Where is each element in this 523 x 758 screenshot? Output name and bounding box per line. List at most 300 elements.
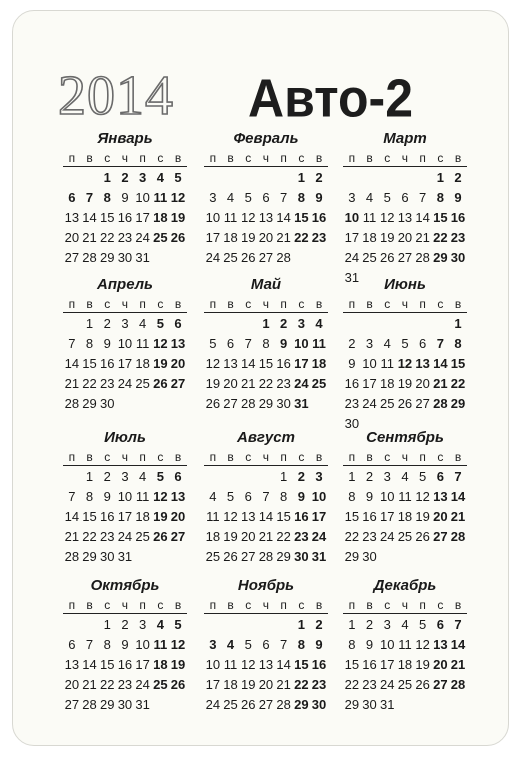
weekday-label: ч	[401, 297, 409, 311]
weekday-label: с	[298, 598, 305, 612]
day-cell: 22	[258, 376, 274, 391]
day-cell: 29	[344, 549, 360, 564]
day-cell: 28	[64, 396, 80, 411]
day-cell: 9	[365, 489, 374, 504]
day-cell: 18	[397, 657, 413, 672]
weekday-label: в	[227, 598, 234, 612]
day-cell: 3	[209, 637, 217, 652]
day-cell: 7	[68, 489, 76, 504]
day-cell: 13	[170, 336, 186, 351]
day-cell: 29	[100, 250, 115, 265]
day-cell: 23	[117, 677, 133, 692]
weekday-label: п	[348, 450, 356, 464]
day-cell: 2	[454, 170, 462, 185]
day-cell: 19	[415, 509, 430, 524]
weekday-label: с	[298, 151, 305, 165]
weekday-label: ч	[262, 450, 270, 464]
day-cell: 8	[297, 637, 305, 652]
month-block	[63, 130, 187, 265]
weekday-label: с	[245, 297, 252, 311]
day-cell: 10	[205, 210, 221, 225]
day-cell: 12	[170, 190, 186, 205]
day-cell: 4	[209, 489, 217, 504]
day-cell: 9	[103, 336, 111, 351]
day-cell: 23	[100, 376, 115, 391]
day-cell: 21	[433, 376, 448, 391]
month-name: Март	[383, 130, 427, 147]
day-cell: 9	[348, 356, 356, 371]
day-cell: 26	[170, 230, 186, 245]
day-cell: 22	[294, 230, 309, 245]
day-cell: 4	[401, 617, 409, 632]
day-cell: 7	[262, 489, 270, 504]
day-cell: 1	[103, 617, 111, 632]
day-cell: 4	[226, 190, 235, 205]
weekday-label: с	[104, 297, 111, 311]
weekday-label: в	[366, 450, 373, 464]
month-block	[63, 429, 187, 564]
day-cell: 29	[450, 396, 466, 411]
day-cell: 20	[64, 230, 80, 245]
day-cell: 11	[135, 489, 150, 504]
day-cell: 15	[100, 657, 115, 672]
day-cell: 3	[121, 316, 129, 331]
day-cell: 11	[135, 336, 150, 351]
day-cell: 15	[100, 210, 115, 225]
day-cell: 25	[135, 529, 150, 544]
day-cell: 4	[365, 190, 374, 205]
day-cell: 17	[117, 356, 133, 371]
weekday-label: п	[209, 151, 217, 165]
day-cell: 13	[170, 489, 186, 504]
year-title: 2014	[58, 65, 174, 127]
weekday-label: с	[437, 598, 444, 612]
day-cell: 14	[276, 657, 291, 672]
day-cell: 9	[315, 190, 323, 205]
day-cell: 14	[450, 637, 466, 652]
day-cell: 2	[315, 617, 323, 632]
day-cell: 26	[241, 250, 256, 265]
day-cell: 24	[380, 677, 395, 692]
day-cell: 15	[82, 509, 97, 524]
day-cell: 1	[85, 469, 94, 484]
day-cell: 19	[223, 529, 238, 544]
weekday-label: в	[227, 297, 234, 311]
day-cell: 31	[135, 250, 150, 265]
day-cell: 14	[433, 356, 448, 371]
day-cell: 31	[117, 549, 133, 564]
day-cell: 8	[454, 336, 462, 351]
day-cell: 9	[454, 190, 462, 205]
day-cell: 26	[397, 396, 413, 411]
day-cell: 6	[68, 637, 76, 652]
day-cell: 21	[276, 677, 291, 692]
day-cell: 20	[64, 677, 80, 692]
weekday-label: п	[280, 598, 287, 612]
day-cell: 6	[174, 469, 182, 484]
day-cell: 4	[156, 617, 164, 632]
day-cell: 22	[100, 677, 115, 692]
day-cell: 30	[294, 549, 309, 564]
day-cell: 12	[223, 509, 238, 524]
day-cell: 25	[362, 250, 377, 265]
day-cell: 1	[436, 170, 444, 185]
day-cell: 27	[170, 376, 186, 391]
month-name: Май	[250, 276, 282, 293]
day-cell: 18	[223, 230, 238, 245]
day-cell: 17	[362, 376, 377, 391]
day-cell: 29	[82, 396, 97, 411]
weekday-label: ч	[262, 598, 270, 612]
day-cell: 11	[380, 356, 394, 371]
day-cell: 22	[82, 376, 97, 391]
day-cell: 10	[135, 190, 150, 205]
day-cell: 19	[415, 657, 430, 672]
weekday-label: п	[68, 598, 76, 612]
day-cell: 2	[365, 617, 374, 632]
day-cell: 12	[153, 336, 168, 351]
weekday-label: п	[209, 297, 217, 311]
day-cell: 25	[397, 677, 413, 692]
day-cell: 17	[205, 230, 221, 245]
day-cell: 5	[419, 617, 427, 632]
month-name: Ноябрь	[237, 577, 295, 594]
day-cell: 17	[344, 230, 360, 245]
weekday-label: ч	[121, 151, 129, 165]
day-cell: 1	[262, 316, 270, 331]
day-cell: 3	[348, 190, 356, 205]
day-cell: 13	[258, 210, 274, 225]
weekday-label: п	[348, 151, 356, 165]
day-cell: 4	[139, 316, 147, 331]
day-cell: 18	[397, 509, 413, 524]
day-cell: 24	[362, 396, 377, 411]
day-cell: 9	[365, 637, 374, 652]
day-cell: 19	[380, 230, 395, 245]
day-cell: 12	[397, 356, 413, 371]
day-cell: 18	[205, 529, 221, 544]
day-cell: 20	[170, 356, 186, 371]
day-cell: 8	[103, 190, 111, 205]
day-cell: 7	[419, 190, 427, 205]
day-cell: 17	[380, 509, 395, 524]
weekday-label: ч	[121, 598, 129, 612]
day-cell: 2	[280, 316, 288, 331]
day-cell: 10	[117, 489, 133, 504]
day-cell: 26	[153, 376, 168, 391]
weekday-label: в	[315, 598, 323, 612]
day-cell: 24	[205, 697, 221, 712]
day-cell: 1	[103, 170, 111, 185]
day-cell: 8	[262, 336, 270, 351]
weekday-label: с	[104, 151, 111, 165]
day-cell: 23	[100, 529, 115, 544]
day-cell: 1	[348, 617, 356, 632]
day-cell: 13	[258, 657, 274, 672]
weekday-label: ч	[401, 151, 409, 165]
day-cell: 5	[244, 190, 252, 205]
weekday-label: п	[68, 297, 76, 311]
day-cell: 29	[344, 697, 360, 712]
day-cell: 5	[156, 316, 164, 331]
day-cell: 11	[223, 657, 238, 672]
weekday-label: в	[454, 598, 462, 612]
day-cell: 17	[294, 356, 309, 371]
day-cell: 15	[258, 356, 274, 371]
month-block	[343, 429, 467, 564]
day-cell: 6	[174, 316, 182, 331]
month-block	[204, 130, 328, 265]
day-cell: 27	[433, 677, 448, 692]
day-cell: 5	[244, 637, 252, 652]
day-cell: 18	[380, 376, 395, 391]
weekday-label: в	[174, 297, 182, 311]
day-cell: 8	[103, 637, 111, 652]
day-cell: 19	[170, 210, 186, 225]
weekday-header	[204, 597, 328, 614]
day-cell: 16	[276, 356, 291, 371]
day-cell: 7	[280, 637, 288, 652]
day-cell: 15	[344, 509, 360, 524]
day-cell: 24	[294, 376, 309, 391]
day-cell: 31	[380, 697, 395, 712]
weekday-label: в	[227, 151, 234, 165]
weekday-label: с	[298, 297, 305, 311]
day-cell: 8	[85, 489, 94, 504]
weekday-label: в	[454, 151, 462, 165]
day-cell: 2	[121, 617, 129, 632]
day-cell: 2	[103, 469, 111, 484]
month-block	[343, 577, 467, 712]
day-cell: 23	[362, 529, 377, 544]
day-cell: 24	[117, 529, 133, 544]
day-cell: 12	[205, 356, 221, 371]
day-cell: 21	[64, 376, 80, 391]
day-cell: 20	[258, 230, 274, 245]
day-cell: 15	[450, 356, 466, 371]
day-cell: 26	[415, 677, 430, 692]
day-cell: 13	[433, 637, 448, 652]
day-cell: 3	[139, 617, 147, 632]
day-cell: 27	[397, 250, 413, 265]
month-name: Январь	[97, 130, 153, 147]
day-cell: 30	[344, 416, 360, 431]
day-cell: 9	[315, 637, 323, 652]
day-cell: 13	[241, 509, 256, 524]
day-cell: 6	[262, 637, 270, 652]
day-cell: 28	[276, 697, 291, 712]
day-cell: 18	[153, 657, 168, 672]
month-block	[63, 276, 187, 411]
day-cell: 13	[64, 657, 80, 672]
day-cell: 5	[419, 469, 427, 484]
day-cell: 12	[241, 210, 256, 225]
day-cell: 24	[135, 230, 150, 245]
weekday-label: п	[139, 297, 146, 311]
weekday-header	[204, 449, 328, 466]
day-cell: 28	[450, 529, 466, 544]
weekday-label: в	[174, 598, 182, 612]
day-cell: 15	[276, 509, 291, 524]
weekday-label: с	[437, 297, 444, 311]
day-cell: 27	[258, 250, 274, 265]
weekday-label: п	[280, 151, 287, 165]
weekday-label: с	[384, 598, 391, 612]
weekday-label: п	[280, 450, 287, 464]
day-cell: 11	[153, 637, 168, 652]
weekday-label: с	[157, 151, 164, 165]
day-cell: 9	[280, 336, 288, 351]
day-cell: 13	[397, 210, 413, 225]
weekday-label: п	[280, 297, 287, 311]
weekday-label: п	[209, 598, 217, 612]
weekday-label: п	[209, 450, 217, 464]
day-cell: 5	[209, 336, 217, 351]
day-cell: 13	[223, 356, 238, 371]
day-cell: 1	[454, 316, 462, 331]
day-cell: 3	[315, 469, 323, 484]
day-cell: 24	[135, 677, 150, 692]
day-cell: 7	[244, 336, 252, 351]
day-cell: 16	[100, 356, 115, 371]
day-cell: 19	[241, 230, 256, 245]
day-cell: 6	[68, 190, 76, 205]
month-block	[343, 276, 467, 431]
weekday-label: с	[157, 450, 164, 464]
weekday-label: с	[104, 598, 111, 612]
day-cell: 7	[280, 190, 288, 205]
day-cell: 17	[135, 210, 150, 225]
day-cell: 21	[64, 529, 80, 544]
weekday-header	[343, 597, 467, 614]
day-cell: 12	[380, 210, 395, 225]
weekday-label: п	[419, 151, 426, 165]
day-cell: 15	[433, 210, 448, 225]
day-cell: 14	[64, 509, 80, 524]
weekday-label: в	[366, 598, 373, 612]
day-cell: 8	[348, 637, 356, 652]
day-cell: 3	[383, 617, 391, 632]
day-cell: 16	[117, 657, 133, 672]
day-cell: 17	[205, 677, 221, 692]
day-cell: 2	[348, 336, 356, 351]
day-cell: 22	[294, 677, 309, 692]
weekday-header	[63, 296, 187, 313]
day-cell: 23	[311, 230, 327, 245]
day-cell: 23	[311, 677, 327, 692]
day-cell: 15	[294, 657, 309, 672]
weekday-label: с	[157, 598, 164, 612]
day-cell: 5	[226, 489, 235, 504]
day-cell: 28	[64, 549, 80, 564]
day-cell: 11	[362, 210, 377, 225]
day-cell: 25	[205, 549, 221, 564]
day-cell: 5	[383, 190, 391, 205]
weekday-label: в	[315, 450, 323, 464]
day-cell: 10	[135, 637, 150, 652]
day-cell: 14	[276, 210, 291, 225]
day-cell: 27	[64, 250, 80, 265]
weekday-label: в	[227, 450, 234, 464]
day-cell: 22	[276, 529, 291, 544]
day-cell: 14	[450, 489, 466, 504]
day-cell: 16	[100, 509, 115, 524]
day-cell: 20	[433, 657, 448, 672]
day-cell: 5	[174, 170, 182, 185]
weekday-label: с	[384, 151, 391, 165]
day-cell: 19	[153, 356, 168, 371]
weekday-label: в	[174, 450, 182, 464]
weekday-label: с	[104, 450, 111, 464]
day-cell: 11	[398, 637, 412, 652]
day-cell: 30	[100, 549, 115, 564]
day-cell: 6	[226, 336, 235, 351]
day-cell: 26	[205, 396, 221, 411]
day-cell: 26	[241, 697, 256, 712]
day-cell: 24	[311, 529, 327, 544]
day-cell: 30	[276, 396, 291, 411]
day-cell: 30	[362, 697, 377, 712]
day-cell: 6	[244, 489, 252, 504]
weekday-label: в	[86, 297, 93, 311]
day-cell: 19	[170, 657, 186, 672]
day-cell: 31	[344, 270, 360, 285]
day-cell: 12	[415, 637, 430, 652]
day-cell: 30	[450, 250, 466, 265]
day-cell: 16	[294, 509, 309, 524]
month-name: Август	[237, 429, 295, 446]
day-cell: 16	[450, 210, 466, 225]
day-cell: 28	[433, 396, 448, 411]
month-block	[204, 276, 328, 411]
day-cell: 11	[206, 509, 220, 524]
day-cell: 20	[433, 509, 448, 524]
day-cell: 25	[223, 250, 238, 265]
day-cell: 1	[297, 170, 305, 185]
day-cell: 2	[103, 316, 111, 331]
day-cell: 10	[380, 637, 395, 652]
day-cell: 27	[64, 697, 80, 712]
weekday-label: с	[437, 450, 444, 464]
day-cell: 30	[117, 250, 133, 265]
weekday-label: с	[157, 297, 164, 311]
day-cell: 21	[82, 230, 97, 245]
weekday-label: с	[298, 450, 305, 464]
day-cell: 13	[64, 210, 80, 225]
day-cell: 7	[85, 190, 94, 205]
day-cell: 22	[433, 230, 448, 245]
day-cell: 4	[156, 170, 164, 185]
month-name: Июль	[104, 429, 146, 446]
day-cell: 16	[117, 210, 133, 225]
day-cell: 27	[415, 396, 430, 411]
day-cell: 1	[280, 469, 288, 484]
day-cell: 30	[362, 549, 377, 564]
day-cell: 6	[262, 190, 270, 205]
day-cell: 3	[139, 170, 147, 185]
weekday-label: в	[366, 297, 373, 311]
day-cell: 28	[450, 677, 466, 692]
day-cell: 19	[241, 677, 256, 692]
weekday-label: в	[366, 151, 373, 165]
weekday-header	[204, 296, 328, 313]
day-cell: 18	[153, 210, 168, 225]
weekday-header	[63, 150, 187, 167]
day-cell: 29	[294, 697, 309, 712]
weekday-header	[63, 449, 187, 466]
day-cell: 9	[121, 190, 129, 205]
day-cell: 26	[380, 250, 395, 265]
